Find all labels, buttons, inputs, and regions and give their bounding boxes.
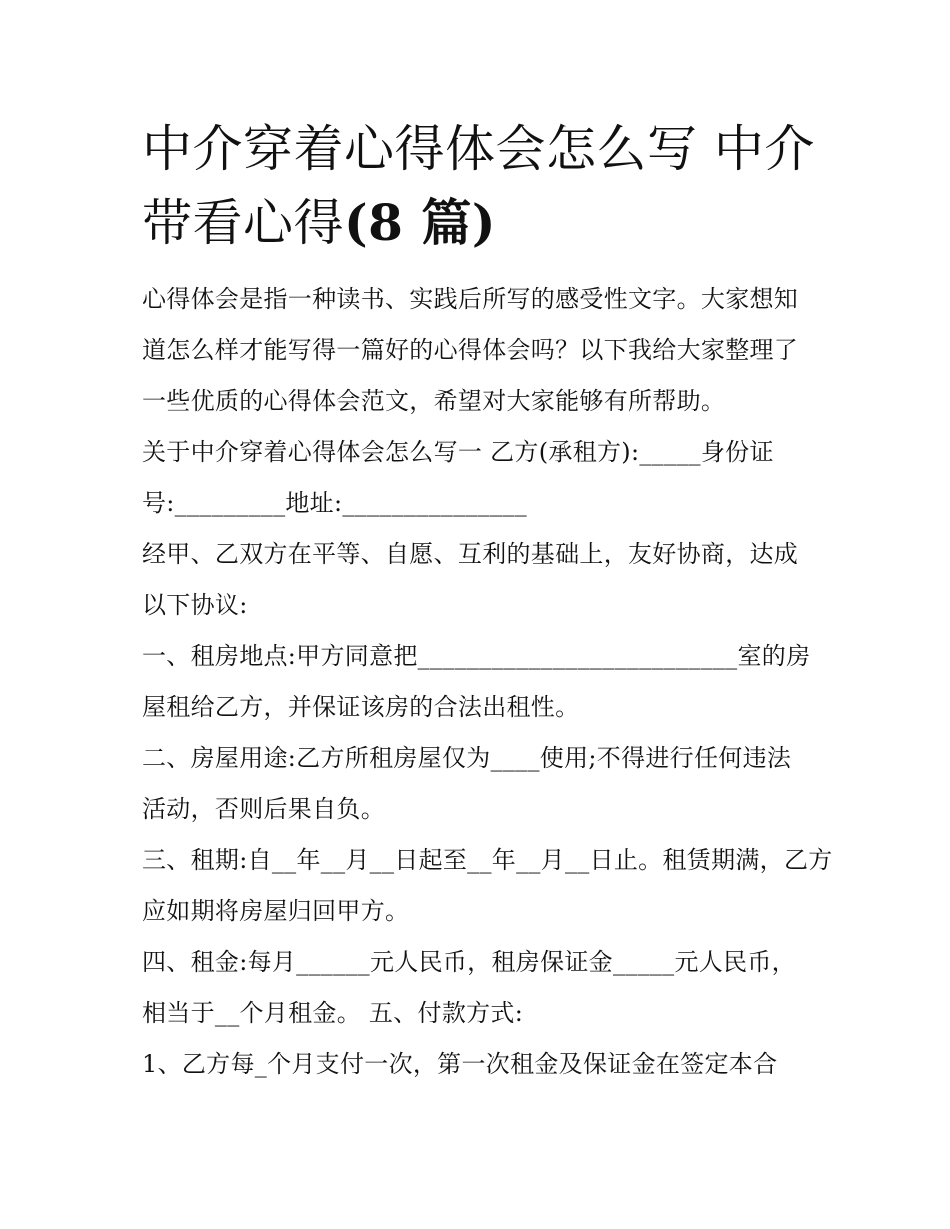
- body-line: 一、租房地点:甲方同意把__________________________室的房: [142, 642, 811, 670]
- title-line-1: 中介穿着心得体会怎么写 中介: [142, 120, 815, 178]
- body-line: 关于中介穿着心得体会怎么写一 乙方(承租方):_____身份证: [142, 438, 774, 466]
- body-line: 道怎么样才能写得一篇好的心得体会吗？以下我给大家整理了: [142, 336, 799, 364]
- body-line: 三、租期:自__年__月__日起至__年__月__日止。租赁期满，乙方: [142, 846, 833, 874]
- body-line: 活动，否则后果自负。: [142, 795, 385, 823]
- body-line: 一些优质的心得体会范文，希望对大家能够有所帮助。: [142, 387, 726, 415]
- document-title: [142, 112, 822, 260]
- body-line: 号:_________地址:_______________: [142, 489, 527, 517]
- body-line: 1、乙方每_个月支付一次，第一次租金及保证金在签定本合: [142, 1050, 778, 1078]
- title-line-2-count: (8 篇): [344, 193, 497, 252]
- body-line: 应如期将房屋归回甲方。: [142, 897, 410, 925]
- body-line: 四、租金:每月______元人民币，租房保证金_____元人民币，: [142, 948, 796, 976]
- body-line: 经甲、乙双方在平等、自愿、互利的基础上，友好协商，达成: [142, 540, 799, 568]
- document-body: [142, 274, 833, 1090]
- body-line: 以下协议:: [142, 591, 248, 619]
- body-line: 屋租给乙方，并保证该房的合法出租性。: [142, 693, 580, 721]
- body-line: 相当于__个月租金。 五、付款方式:: [142, 999, 524, 1027]
- body-line: 心得体会是指一种读书、实践后所写的感受性文字。大家想知: [142, 285, 799, 313]
- body-line: 二、房屋用途:乙方所租房屋仅为____使用;不得进行任何违法: [142, 744, 792, 772]
- title-line-2-text: 带看心得: [142, 194, 344, 252]
